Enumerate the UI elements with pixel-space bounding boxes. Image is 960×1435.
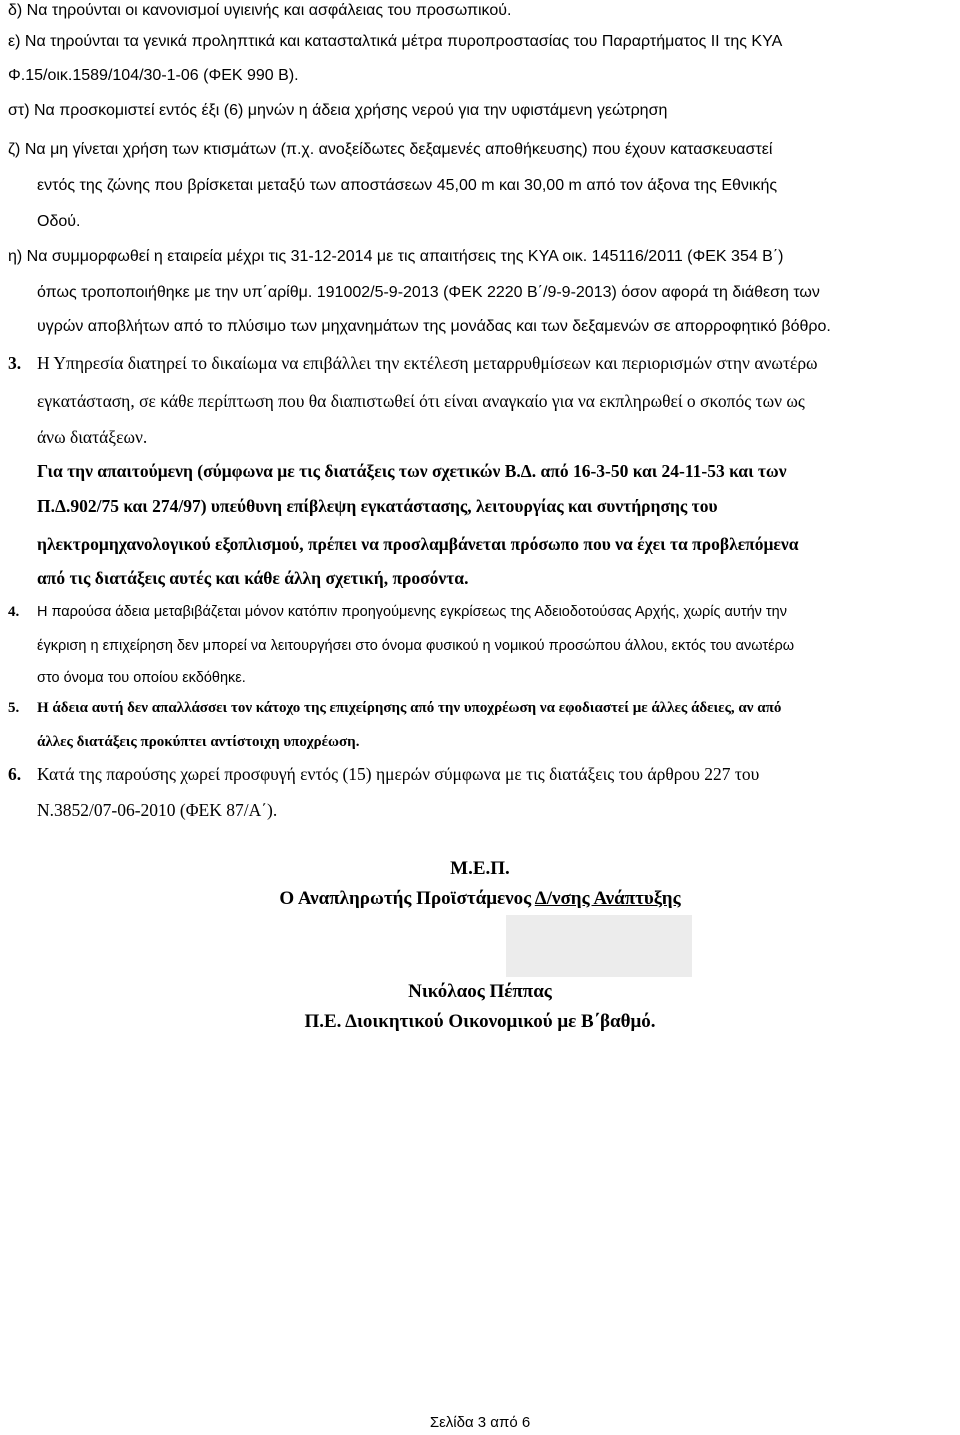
clause-h-cont-2: υγρών αποβλήτων από το πλύσιμο των μηχανημάτων της μονάδας και των δεξαμενών σε απορροφητικό βόθρο. [37,318,831,335]
para4-line-2: έγκριση η επιχείρηση δεν μπορεί να λειτουργήσει στο όνομα φυσικού η νομικού προσώπου άλλου, εκτός του ανωτέρω [37,638,795,654]
signature-role-department: Δ/νσης Ανάπτυξης [534,888,681,909]
page-number: Σελίδα 3 από 6 [429,1414,531,1431]
clause-z: ζ) Να μη γίνεται χρήση των κτισμάτων (π.χ. ανοξείδωτες δεξαμενές αποθήκευσης) που έχουν κατασκευαστεί [8,141,773,158]
para4-line-1: Η παρούσα άδεια μεταβιβάζεται μόνον κατόπιν προηγούμενης εγκρίσεως της Αδειοδοτούσας Αρχής, χωρίς αυτήν την [37,604,787,620]
bold-block-line-1: Για την απαιτούμενη (σύμφωνα με τις διατάξεις των σχετικών Β.Δ. από 16-3-50 και 24-11-53 και των [37,461,787,481]
para5-line-2: άλλες διατάξεις προκύπτει αντίστοιχη υποχρέωση. [37,734,360,750]
clause-z-cont-2: Οδού. [37,213,81,230]
para4-line-3: στο όνομα του οποίου εκδόθηκε. [37,670,246,686]
signatory-name: Νικόλαος Πέππας [408,981,552,1002]
clause-h-cont-1: όπως τροποποιήθηκε με την υπ΄αρίθμ. 191002/5-9-2013 (ΦΕΚ 2220 Β΄/9-9-2013) όσον αφορά τη διάθεση των [37,284,820,301]
clause-st: στ) Να προσκομιστεί εντός έξι (6) μηνών η άδεια χρήσης νερού για την υφιστάμενη γεώτρηση [8,102,668,119]
para6-line-1: Κατά της παρούσης χωρεί προσφυγή εντός (15) ημερών σύμφωνα με τις διατάξεις του άρθρου 227 του [37,764,760,784]
para3-line-1: Η Υπηρεσία διατηρεί το δικαίωμα να επιβάλλει την εκτέλεση μεταρρυθμίσεων και περιορισμών στην ανωτέρω [37,353,818,373]
para6-line-2: Ν.3852/07-06-2010 (ΦΕΚ 87/Α΄). [37,800,278,820]
bold-block-line-3: ηλεκτρομηχανολογικού εξοπλισμού, πρέπει να προσλαμβάνεται πρόσωπο που να έχει τα προβλεπόμενα [37,534,799,554]
clause-d: δ) Να τηρούνται οι κανονισμοί υγιεινής και ασφάλειας του προσωπικού. [8,2,512,19]
clause-z-cont-1: εντός της ζώνης που βρίσκεται μεταξύ των αποστάσεων 45,00 m και 30,00 m από τον άξονα της Εθνικής [37,177,778,194]
para4-number: 4. [8,604,20,620]
clause-h: η) Να συμμορφωθεί η εταιρεία μέχρι τις 31-12-2014 με τις απαιτήσεις της ΚΥΑ οικ. 145116/2011 (ΦΕΚ 354 Β΄) [8,248,784,265]
signatory-title: Π.Ε. Διοικητικού Οικονομικού με Β΄βαθμό. [304,1011,656,1032]
signature-mep: Μ.Ε.Π. [450,858,510,879]
bold-block-line-2: Π.Δ.902/75 και 274/97) υπεύθυνη επίβλεψη εγκατάστασης, λειτουργίας και συντήρησης του [37,496,718,516]
para5-number: 5. [8,700,20,716]
para3-number: 3. [8,353,22,373]
bold-block-line-4: από τις διατάξεις αυτές και κάθε άλλη σχετική, προσόντα. [37,568,469,588]
signature-role [0,888,960,910]
signature-role-prefix: Ο Αναπληρωτής Προϊστάμενος [279,888,535,909]
clause-e-cont: Φ.15/οικ.1589/104/30-1-06 (ΦΕΚ 990 Β). [8,67,299,84]
para5-line-1: Η άδεια αυτή δεν απαλλάσσει τον κάτοχο της επιχείρησης από την υποχρέωση να εφοδιαστεί με άλλες άδειες, αν από [37,700,782,716]
para3-line-3: άνω διατάξεων. [37,427,148,447]
clause-e: ε) Να τηρούνται τα γενικά προληπτικά και κατασταλτικά μέτρα πυροπροστασίας του Παραρτήματος ΙΙ της ΚΥΑ [8,33,783,50]
signature-placeholder [506,915,692,977]
para6-number: 6. [8,764,22,784]
para3-line-2: εγκατάσταση, σε κάθε περίπτωση που θα διαπιστωθεί ότι είναι αναγκαίο για να εκπληρωθεί ο σκοπός των ως [37,391,805,411]
